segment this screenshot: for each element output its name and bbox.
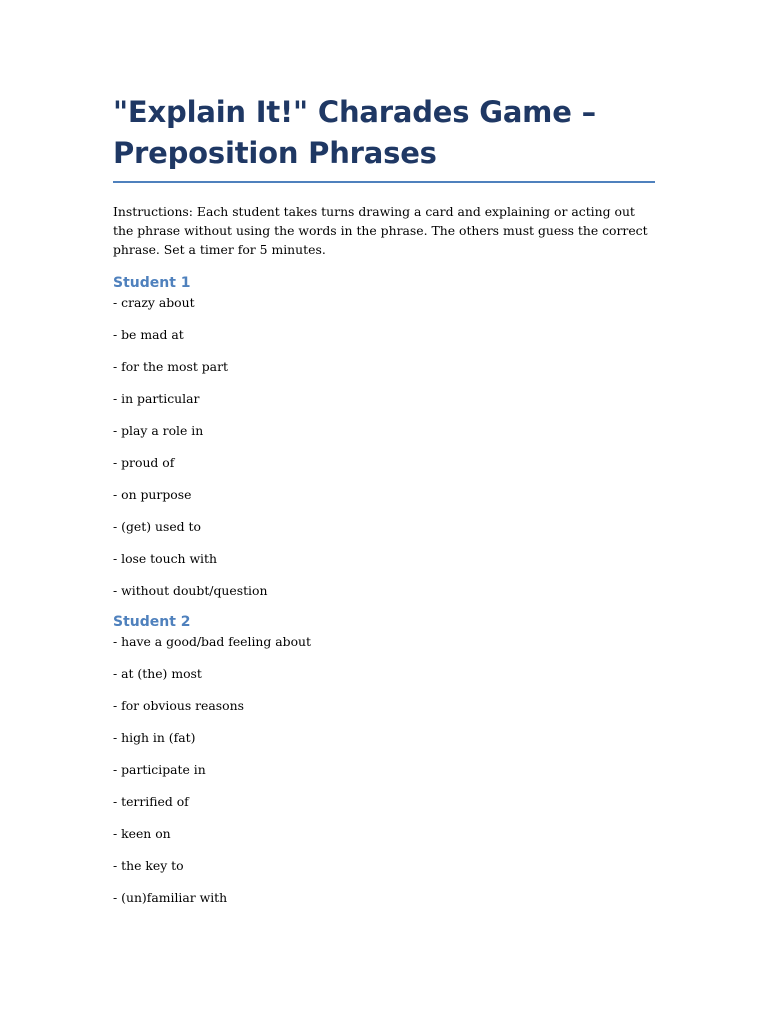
phrase-item: - have a good/bad feeling about <box>113 634 312 649</box>
phrase-item: - play a role in <box>113 423 204 438</box>
phrase-item: - keen on <box>113 826 171 841</box>
phrase-item: - terrified of <box>113 794 189 809</box>
phrase-item: - for the most part <box>113 359 228 374</box>
phrase-item: - on purpose <box>113 487 192 502</box>
phrase-item: - the key to <box>113 858 184 873</box>
phrase-item: - for obvious reasons <box>113 698 244 713</box>
phrase-item: - in particular <box>113 391 200 406</box>
section-heading-student-2: Student 2 <box>113 614 191 630</box>
phrase-item: - participate in <box>113 762 206 777</box>
phrase-item: - at (the) most <box>113 666 202 681</box>
document-page <box>113 92 655 906</box>
phrase-item: - (get) used to <box>113 519 201 534</box>
phrase-list-student-1 <box>113 295 655 599</box>
phrase-item: - crazy about <box>113 295 195 310</box>
phrase-item: - be mad at <box>113 327 184 342</box>
phrase-item: - without doubt/question <box>113 583 268 598</box>
phrase-item: - (un)familiar with <box>113 890 228 905</box>
phrase-item: - proud of <box>113 455 175 470</box>
instructions-paragraph: Instructions: Each student takes turns drawing a card and explaining or acting out the phrase without using the words in the phrase. The others must guess the correct phrase. Set a timer for 5 minutes. <box>113 204 648 257</box>
section-heading-student-1: Student 1 <box>113 275 191 291</box>
phrase-item: - high in (fat) <box>113 730 196 745</box>
phrase-item: - lose touch with <box>113 551 217 566</box>
document-title: "Explain It!" Charades Game – Preposition Phrases <box>113 92 655 183</box>
phrase-list-student-2 <box>113 634 655 906</box>
